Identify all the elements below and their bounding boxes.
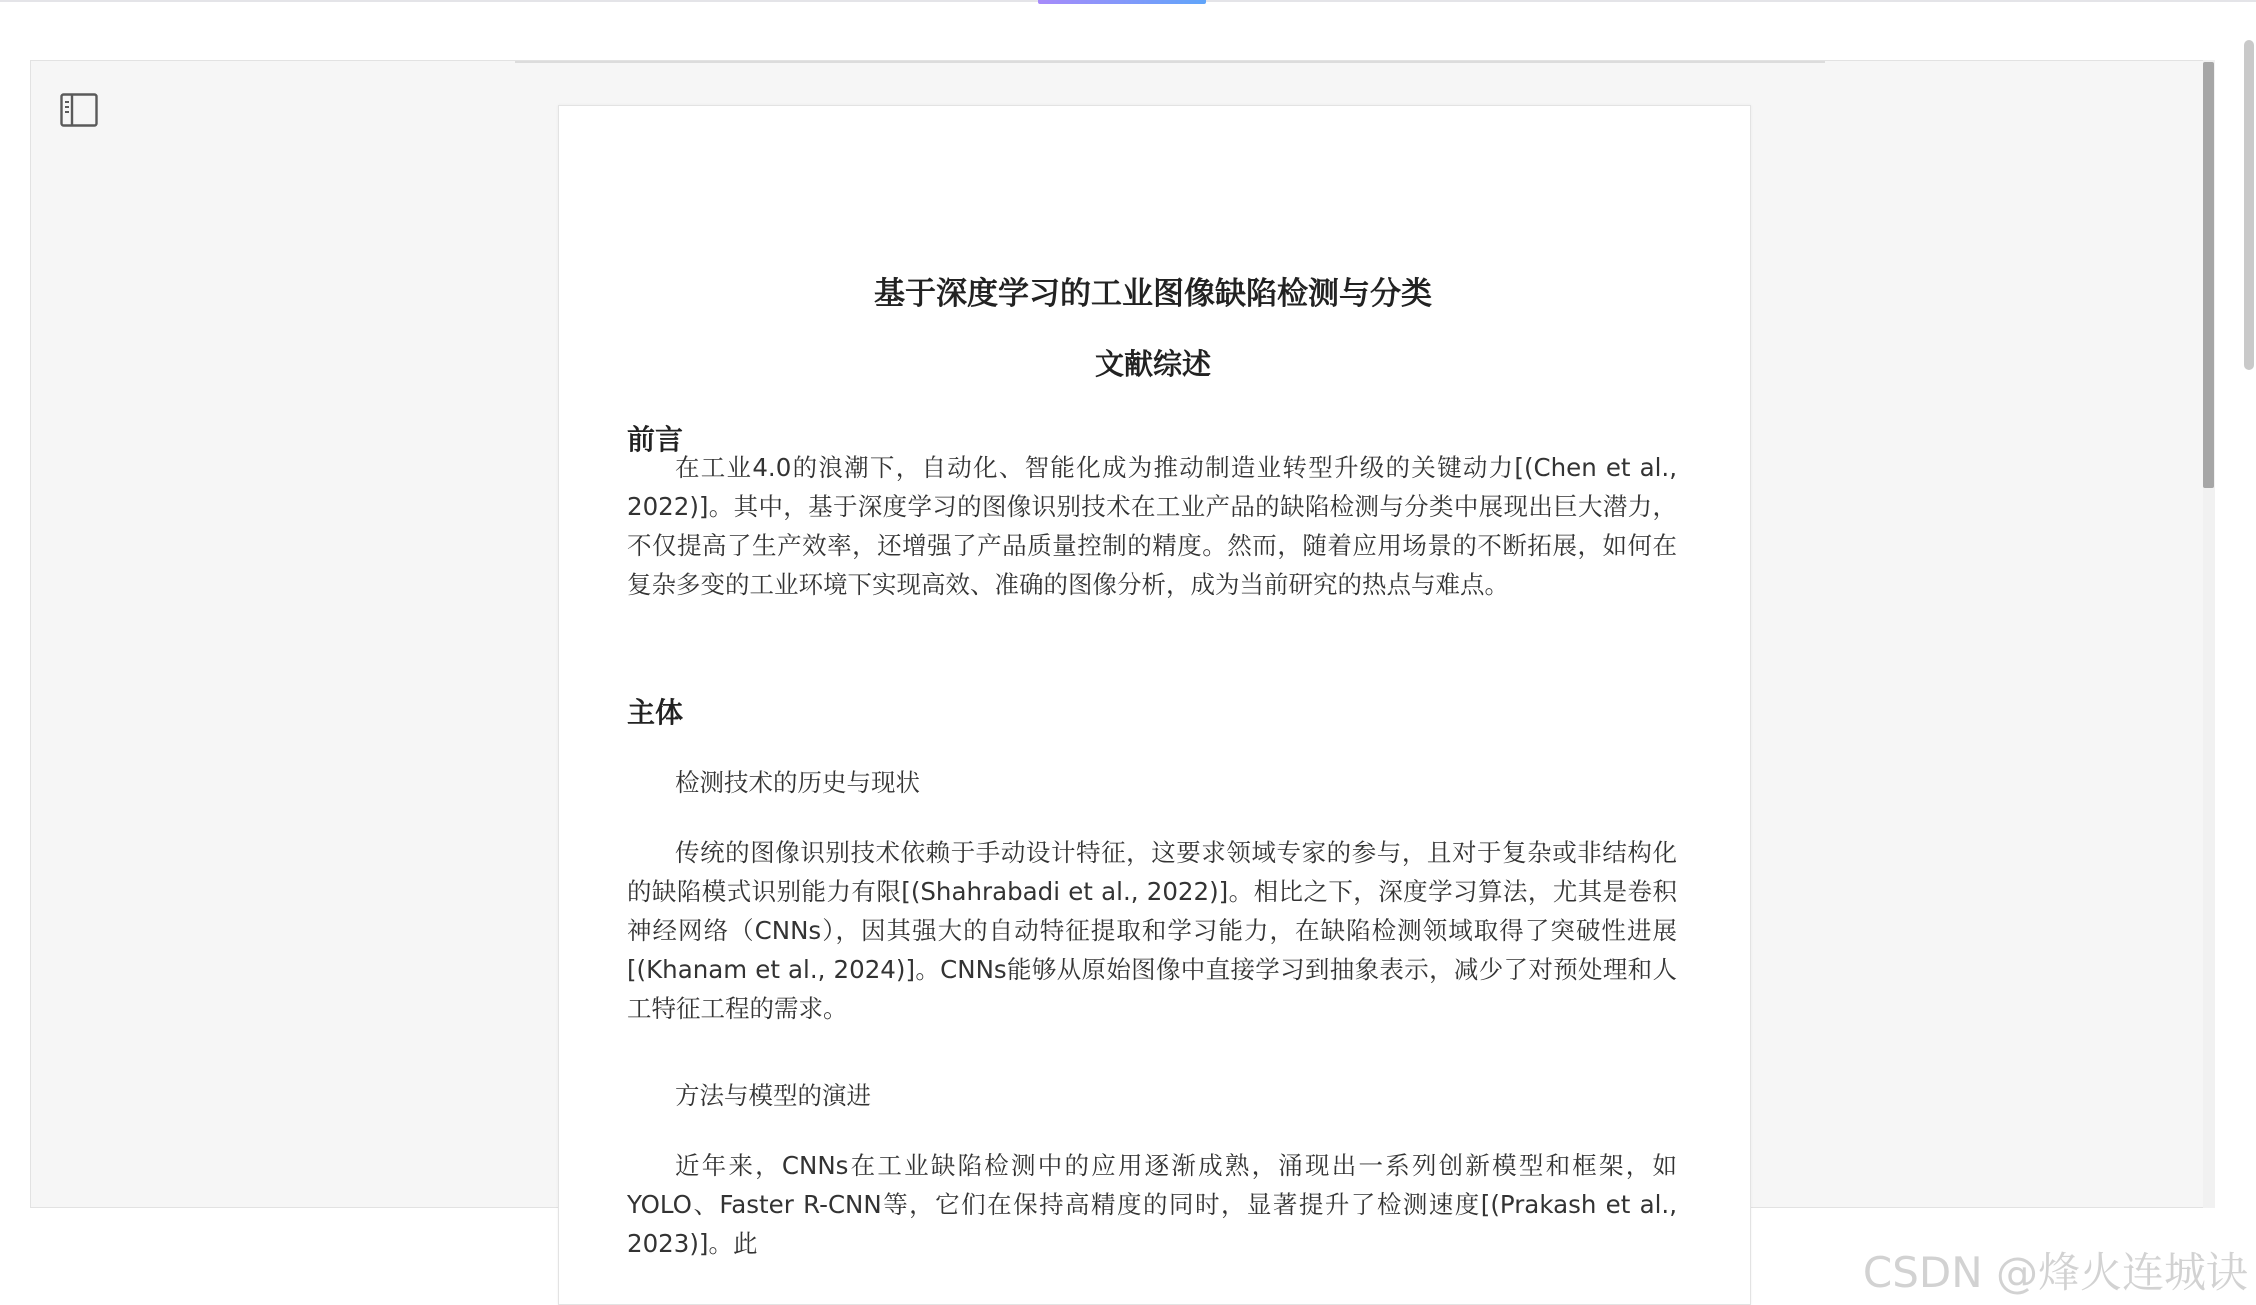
viewer-divider <box>515 61 1825 63</box>
window-scrollbar-thumb[interactable] <box>2244 40 2254 370</box>
section-heading-body: 主体 <box>627 696 684 729</box>
subheading-methods: 方法与模型的演进 <box>675 1081 871 1110</box>
body-paragraph-2: 近年来，CNNs在工业缺陷检测中的应用逐渐成熟，涌现出一系列创新模型和框架，如YOLO、Faster R-CNN等，它们在保持高精度的同时，显著提升了检测速度[(Prakash et al., 2023)]。此 <box>627 1151 1677 1258</box>
active-tab-indicator <box>1038 0 1206 4</box>
document-title: 基于深度学习的工业图像缺陷检测与分类 <box>874 276 1432 312</box>
viewer-scrollbar-thumb[interactable] <box>2203 62 2214 488</box>
body-paragraph-1: 传统的图像识别技术依赖于手动设计特征，这要求领域专家的参与，且对于复杂或非结构化的缺陷模式识别能力有限[(Shahrabadi et al., 2022)]。相比之下，深度学习算法，尤其是卷积神经网络（CNNs），因其强大的自动特征提取和学习能力，在缺陷检测领域取得了突破性进展[(Khanam et al., 2024)]。CNNs能够从原始图像中直接学习到抽象表示，减少了对预处理和人工特征工程的需求。 <box>627 838 1677 1023</box>
document-subtitle: 文献综述 <box>1094 347 1211 381</box>
section-heading-preface: 前言 <box>627 423 684 456</box>
preface-paragraph: 在工业4.0的浪潮下，自动化、智能化成为推动制造业转型升级的关键动力[(Chen et al., 2022)]。其中，基于深度学习的图像识别技术在工业产品的缺陷检测与分类中展现出巨大潜力，不仅提高了生产效率，还增强了产品质量控制的精度。然而，随着应用场景的不断拓展，如何在复杂多变的工业环境下实现高效、准确的图像分析，成为当前研究的热点与难点。 <box>627 453 1677 599</box>
document-page <box>558 105 1751 1305</box>
document-viewer <box>30 60 2213 1258</box>
sidebar-toggle-icon[interactable] <box>60 93 98 127</box>
subheading-history: 检测技术的历史与现状 <box>675 768 920 797</box>
watermark-text: CSDN @烽火连城诀 <box>1862 1248 2248 1297</box>
